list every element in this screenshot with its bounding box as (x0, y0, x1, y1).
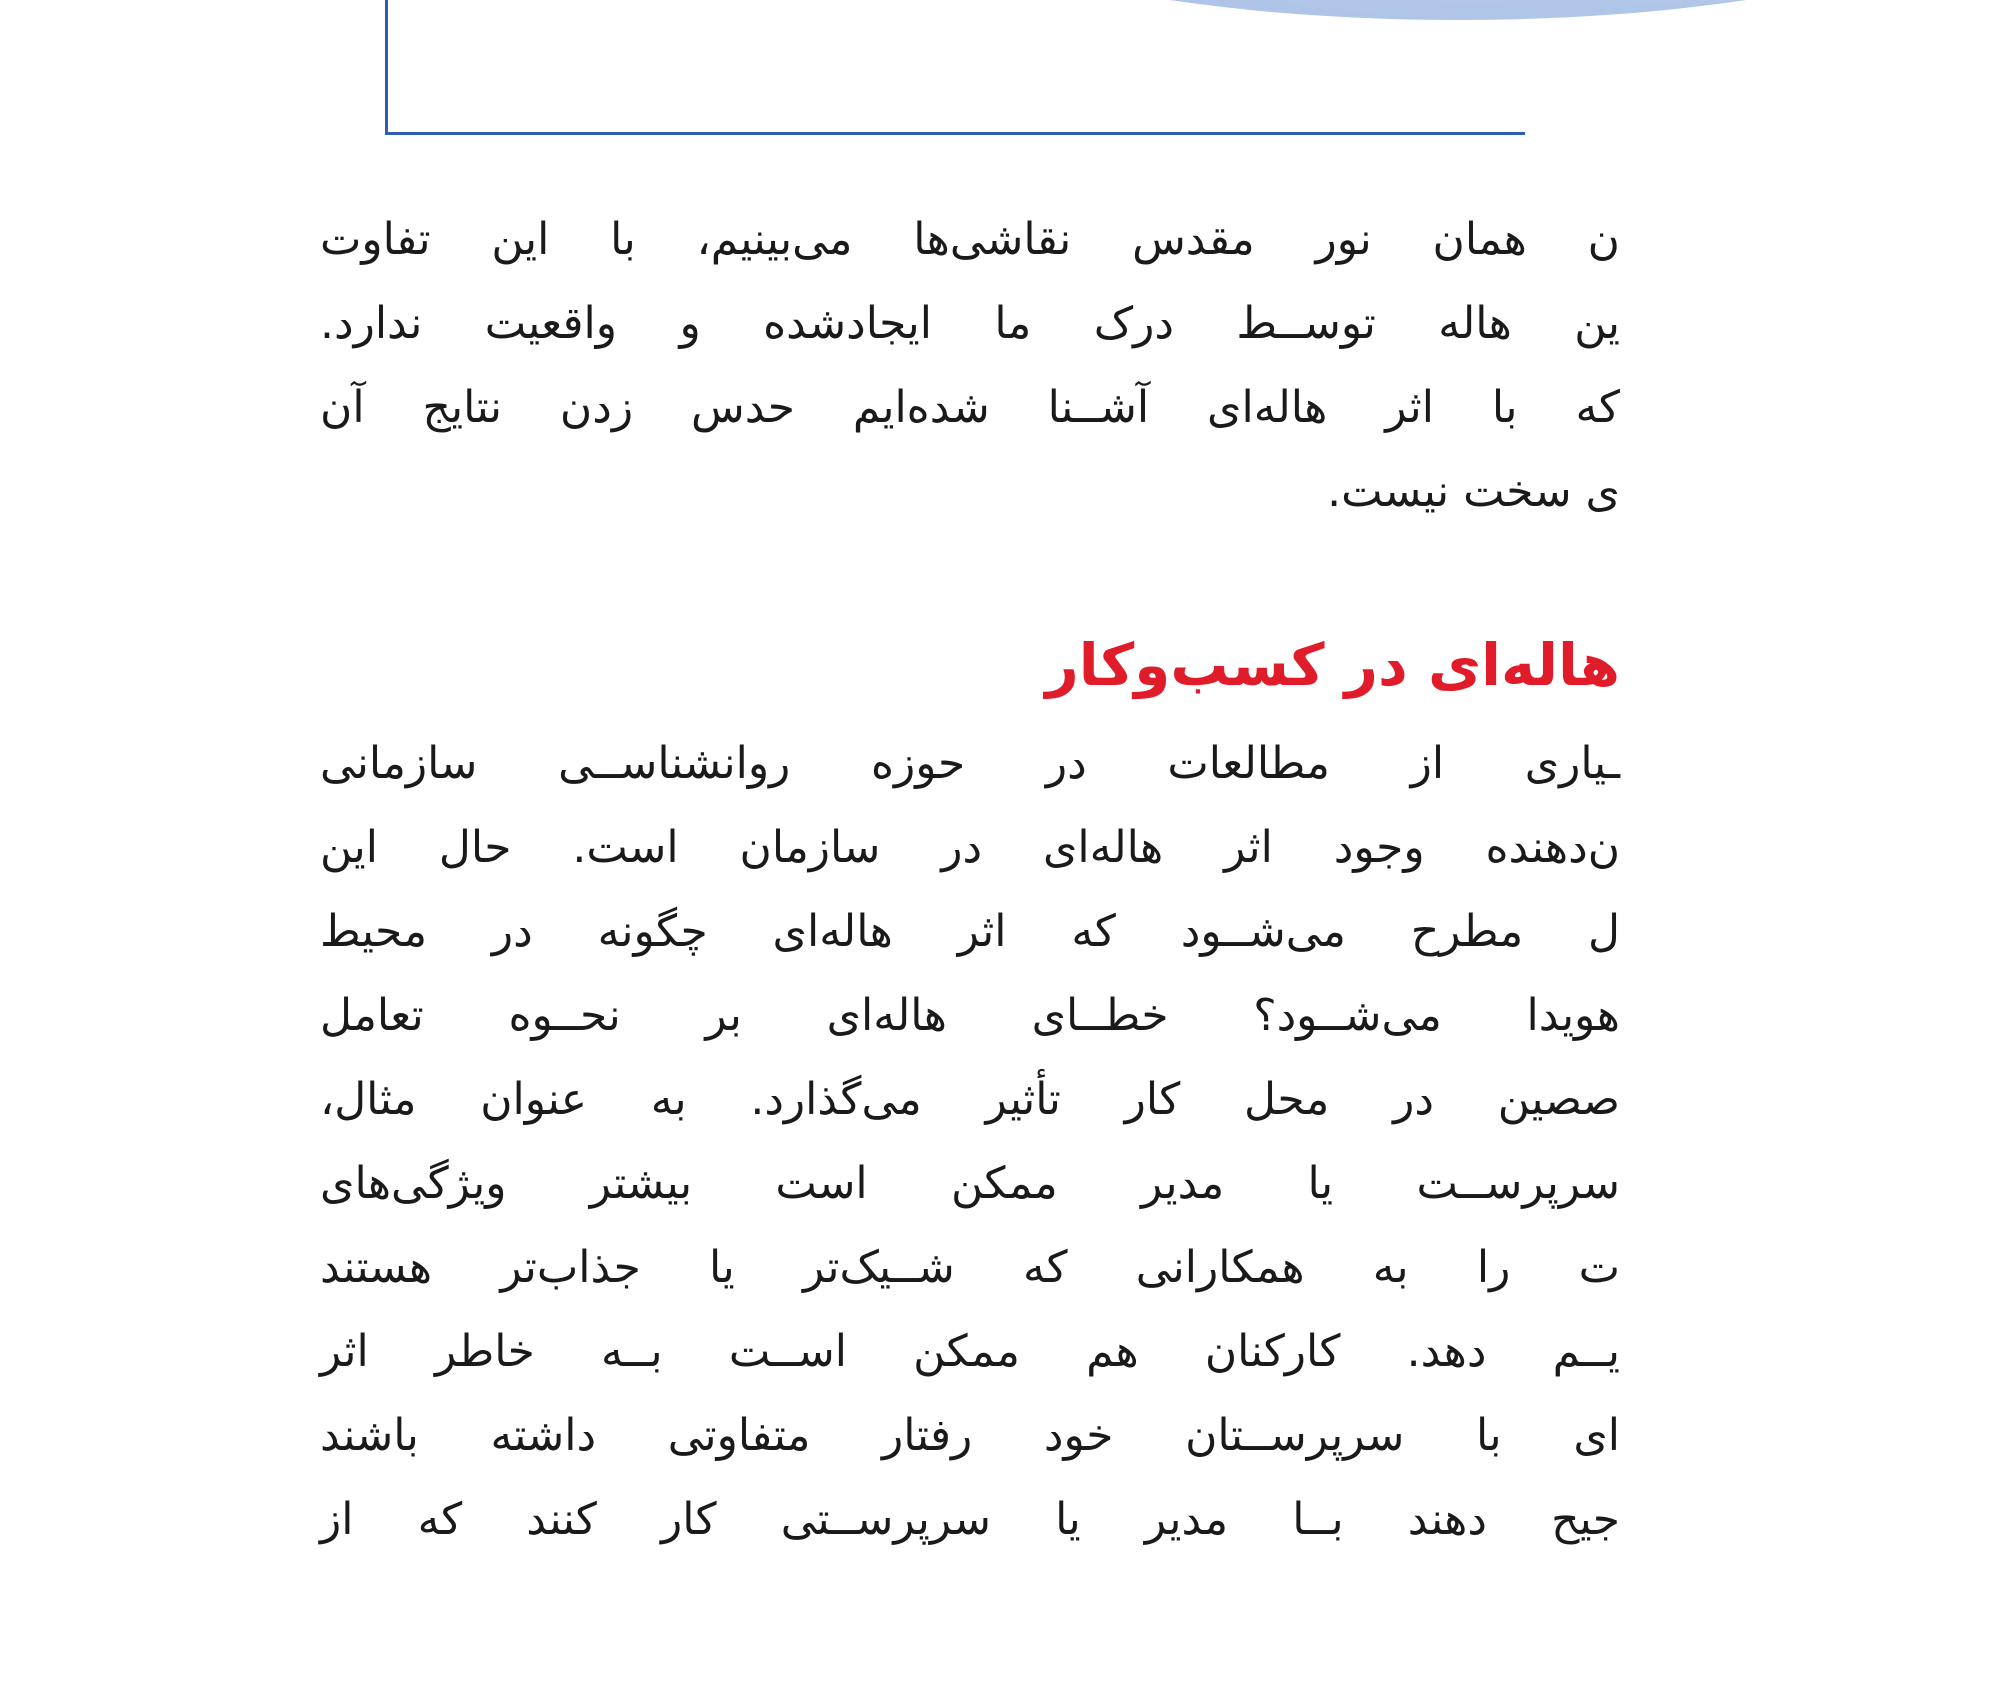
section-heading: هاله‌ای در کسب‌وکار (1045, 631, 1620, 699)
paragraph-line: ن همان نور مقدس نقاشی‌ها می‌بینیم، با این تفاوت (320, 214, 1620, 265)
right-text-column (320, 0, 1620, 1707)
paragraph-line: یــم دهد. کارکنان هم ممکن اســت بــه خاطر اثر (320, 1326, 1620, 1377)
paragraph-line: ی سخت نیست. (1327, 466, 1620, 517)
paragraph-line: ین هاله توســط درک ما ایجادشده و واقعیت ندارد. (320, 298, 1620, 349)
paragraph-line: سرپرســت یا مدیر ممکن است بیشتر ویژگی‌های (320, 1158, 1620, 1209)
paragraph-line: ای با سرپرســتان خود رفتار متفاوتی داشته باشند (320, 1410, 1620, 1461)
paragraph-line: جیح دهند بــا مدیر یا سرپرســتی کار کنند که از (320, 1494, 1620, 1545)
paragraph-line: ت را به همکارانی که شــیک‌تر یا جذاب‌تر هستند (320, 1242, 1620, 1293)
paragraph-line: که با اثر هاله‌ای آشــنا شده‌ایم حدس زدن نتایج آن (320, 382, 1620, 433)
paragraph-line: ـیاری از مطالعات در حوزه روانشناســی سازمانی (320, 738, 1620, 789)
paragraph-line: صصین در محل کار تأثیر می‌گذارد. به عنوان مثال، (320, 1074, 1620, 1125)
paragraph-line: هویدا می‌شــود؟ خطــای هاله‌ای بر نحــوه تعامل (320, 990, 1620, 1041)
left-text-column (0, 0, 285, 1707)
paragraph-line: ل مطرح می‌شــود که اثر هاله‌ای چگونه در محیط (320, 906, 1620, 957)
paragraph-line: ن‌دهنده وجود اثر هاله‌ای در سازمان است. حال این (320, 822, 1620, 873)
